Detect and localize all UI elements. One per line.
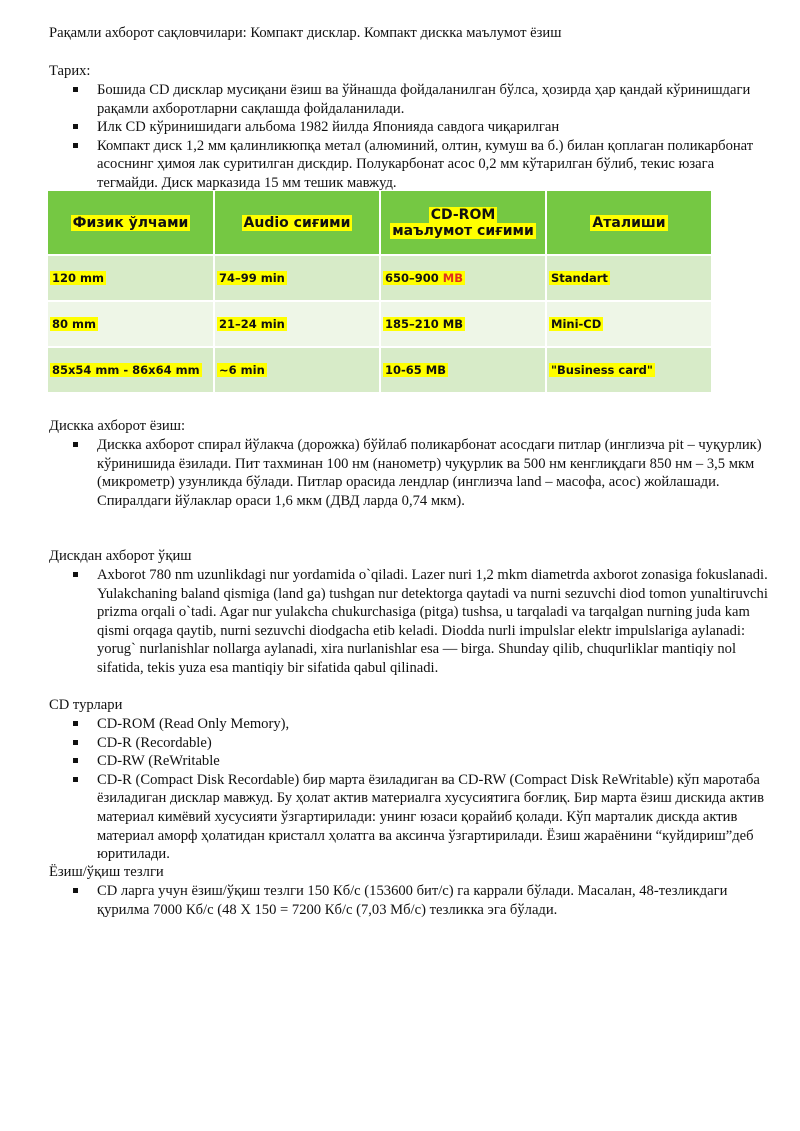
- types-list: [49, 715, 769, 864]
- table-cell: Mini-CD: [546, 301, 712, 347]
- list-item: Axborot 780 nm uzunlikdagi nur yordamida o`qiladi. Lazer nuri 1,2 mkm diametrda axborot zonasiga fokuslanadi. Yulakchaning baland qismiga (land ga) tushgan nur detektorga qaytadi va nurni sezuvchi diod tomon yunaltiruvchi prizma orqali o`tadi. Agar nur yulakcha chukurchasiga (pitga) tushsa, u tarqaladi va tarqalgan nurning juda kam qismi orqaga qaytib, nurni sezuvchi diodgacha etib keladi. Diodda nurli impulslar elektr impulslariga aylanadi: yorug` nurlanishlar nollarga aylanadi, xira nurlanishlar esa — birga. Shunday qilib, chuqurliklar mantiqiy nol sifatida, tekis yuza esa mantiqiy bir sifatida qabul qilinadi.: [49, 566, 769, 678]
- table-cell: 10-65 MB: [380, 347, 546, 393]
- list-item: Компакт диск 1,2 мм қалинликюпқа метал (алюминий, олтин, кумуш ва б.) билан қоплаган поликарбонат асоснинг ҳимоя лак суритилган дискдир. Полукарбонат асос 0,2 мм кўтарилган бўлиб, текис юзага тегмайди. Диск марказида 15 мм тешик мавжуд.: [49, 137, 769, 193]
- speed-list: [49, 882, 769, 919]
- writing-heading: Дискка ахборот ёзиш:: [49, 418, 186, 434]
- list-item: Бошида CD дисклар мусиқани ёзиш ва ўйнашда фойдаланилган бўлса, ҳозирда ҳар қандай кўринишдаги рақамли ахборотларни сақлашда фойдаланилади.: [49, 81, 769, 118]
- list-item: CD-RW (ReWritable: [49, 752, 769, 771]
- bullet-icon: [73, 87, 78, 92]
- table-cell: 650–900 MB: [380, 255, 546, 301]
- list-item: CD-ROM (Read Only Memory),: [49, 715, 769, 734]
- list-item: CD-R (Compact Disk Recordable) бир марта ёзиладиган ва CD-RW (Compact Disk ReWritable) кўп маротаба ёзиладиган дисклар мавжуд. Бу ҳолат актив материалга хусусиятига боғлиқ. Бир марта ёзиш дискида актив материал кимёвий хусусияти ўзгартирилади: унинг юзаси қорайиб қолади. Кўп марталик дискда актив материал аморф ҳолатидан кристалл ҳолатга ва аксинча ўзгартирилади. Ёзиш жараёнини “куйдириш”деб юритилади.: [49, 771, 769, 864]
- table-cell: "Business card": [546, 347, 712, 393]
- cd-formats-table: [48, 191, 712, 397]
- table-header-cell: CD-ROM маълумот сиғими: [380, 191, 546, 255]
- table-cell: 120 mm: [48, 255, 214, 301]
- bullet-icon: [73, 442, 78, 447]
- table-header-cell: Audio сиғими: [214, 191, 380, 255]
- bullet-icon: [73, 124, 78, 129]
- history-heading: Тарих:: [49, 63, 91, 79]
- table-cell: 80 mm: [48, 301, 214, 347]
- writing-list: [49, 436, 769, 510]
- reading-heading: Дискдан ахборот ўқиш: [49, 548, 192, 564]
- table-cell: 21–24 min: [214, 301, 380, 347]
- table-header-cell: Аталиши: [546, 191, 712, 255]
- table-cell: 185–210 MB: [380, 301, 546, 347]
- speed-heading: Ёзиш/ўқиш тезлги: [49, 864, 164, 880]
- table-row: [48, 347, 712, 393]
- bullet-icon: [73, 572, 78, 577]
- table-cell: Standart: [546, 255, 712, 301]
- table-header-cell: Физик ўлчами: [48, 191, 214, 255]
- history-list: [49, 81, 769, 193]
- table-header-row: [48, 191, 712, 255]
- bullet-icon: [73, 721, 78, 726]
- list-item: Илк CD кўринишидаги альбома 1982 йилда Японияда савдога чиқарилган: [49, 118, 769, 137]
- bullet-icon: [73, 740, 78, 745]
- bullet-icon: [73, 888, 78, 893]
- table-row: [48, 255, 712, 301]
- list-item: Дискка ахборот спирал йўлакча (дорожка) бўйлаб поликарбонат асосдаги питлар (инглизча pit – чуқурлик) кўринишида ёзилади. Пит тахминан 100 нм (нанометр) чуқурлик ва 500 нм кенглиқдаги 850 нм – 3,5 мкм (микрометр) узунликда бўлади. Питлар орасида лендлар (инглизча land – масофа, асос) жойлашади. Спиралдаги йўлаклар ораси 1,6 мкм (ДВД ларда 0,74 мкм).: [49, 436, 769, 510]
- reading-list: [49, 566, 769, 678]
- list-item: CD-R (Recordable): [49, 734, 769, 753]
- types-heading: CD турлари: [49, 697, 123, 713]
- bullet-icon: [73, 777, 78, 782]
- table-cell: ~6 min: [214, 347, 380, 393]
- bullet-icon: [73, 143, 78, 148]
- document-title: Рақамли ахборот сақловчилари: Компакт дисклар. Компакт дискка маълумот ёзиш: [49, 25, 562, 41]
- table-cell: 74–99 min: [214, 255, 380, 301]
- table-cell: 85x54 mm - 86x64 mm: [48, 347, 214, 393]
- table-row: [48, 301, 712, 347]
- bullet-icon: [73, 758, 78, 763]
- list-item: CD ларга учун ёзиш/ўқиш тезлги 150 Кб/с (153600 бит/с) га каррали бўлади. Масалан, 48-тезликдаги қурилма 7000 Кб/с (48 X 150 = 7200 Кб/с (7,03 Мб/с) тезликка эга бўлади.: [49, 882, 769, 919]
